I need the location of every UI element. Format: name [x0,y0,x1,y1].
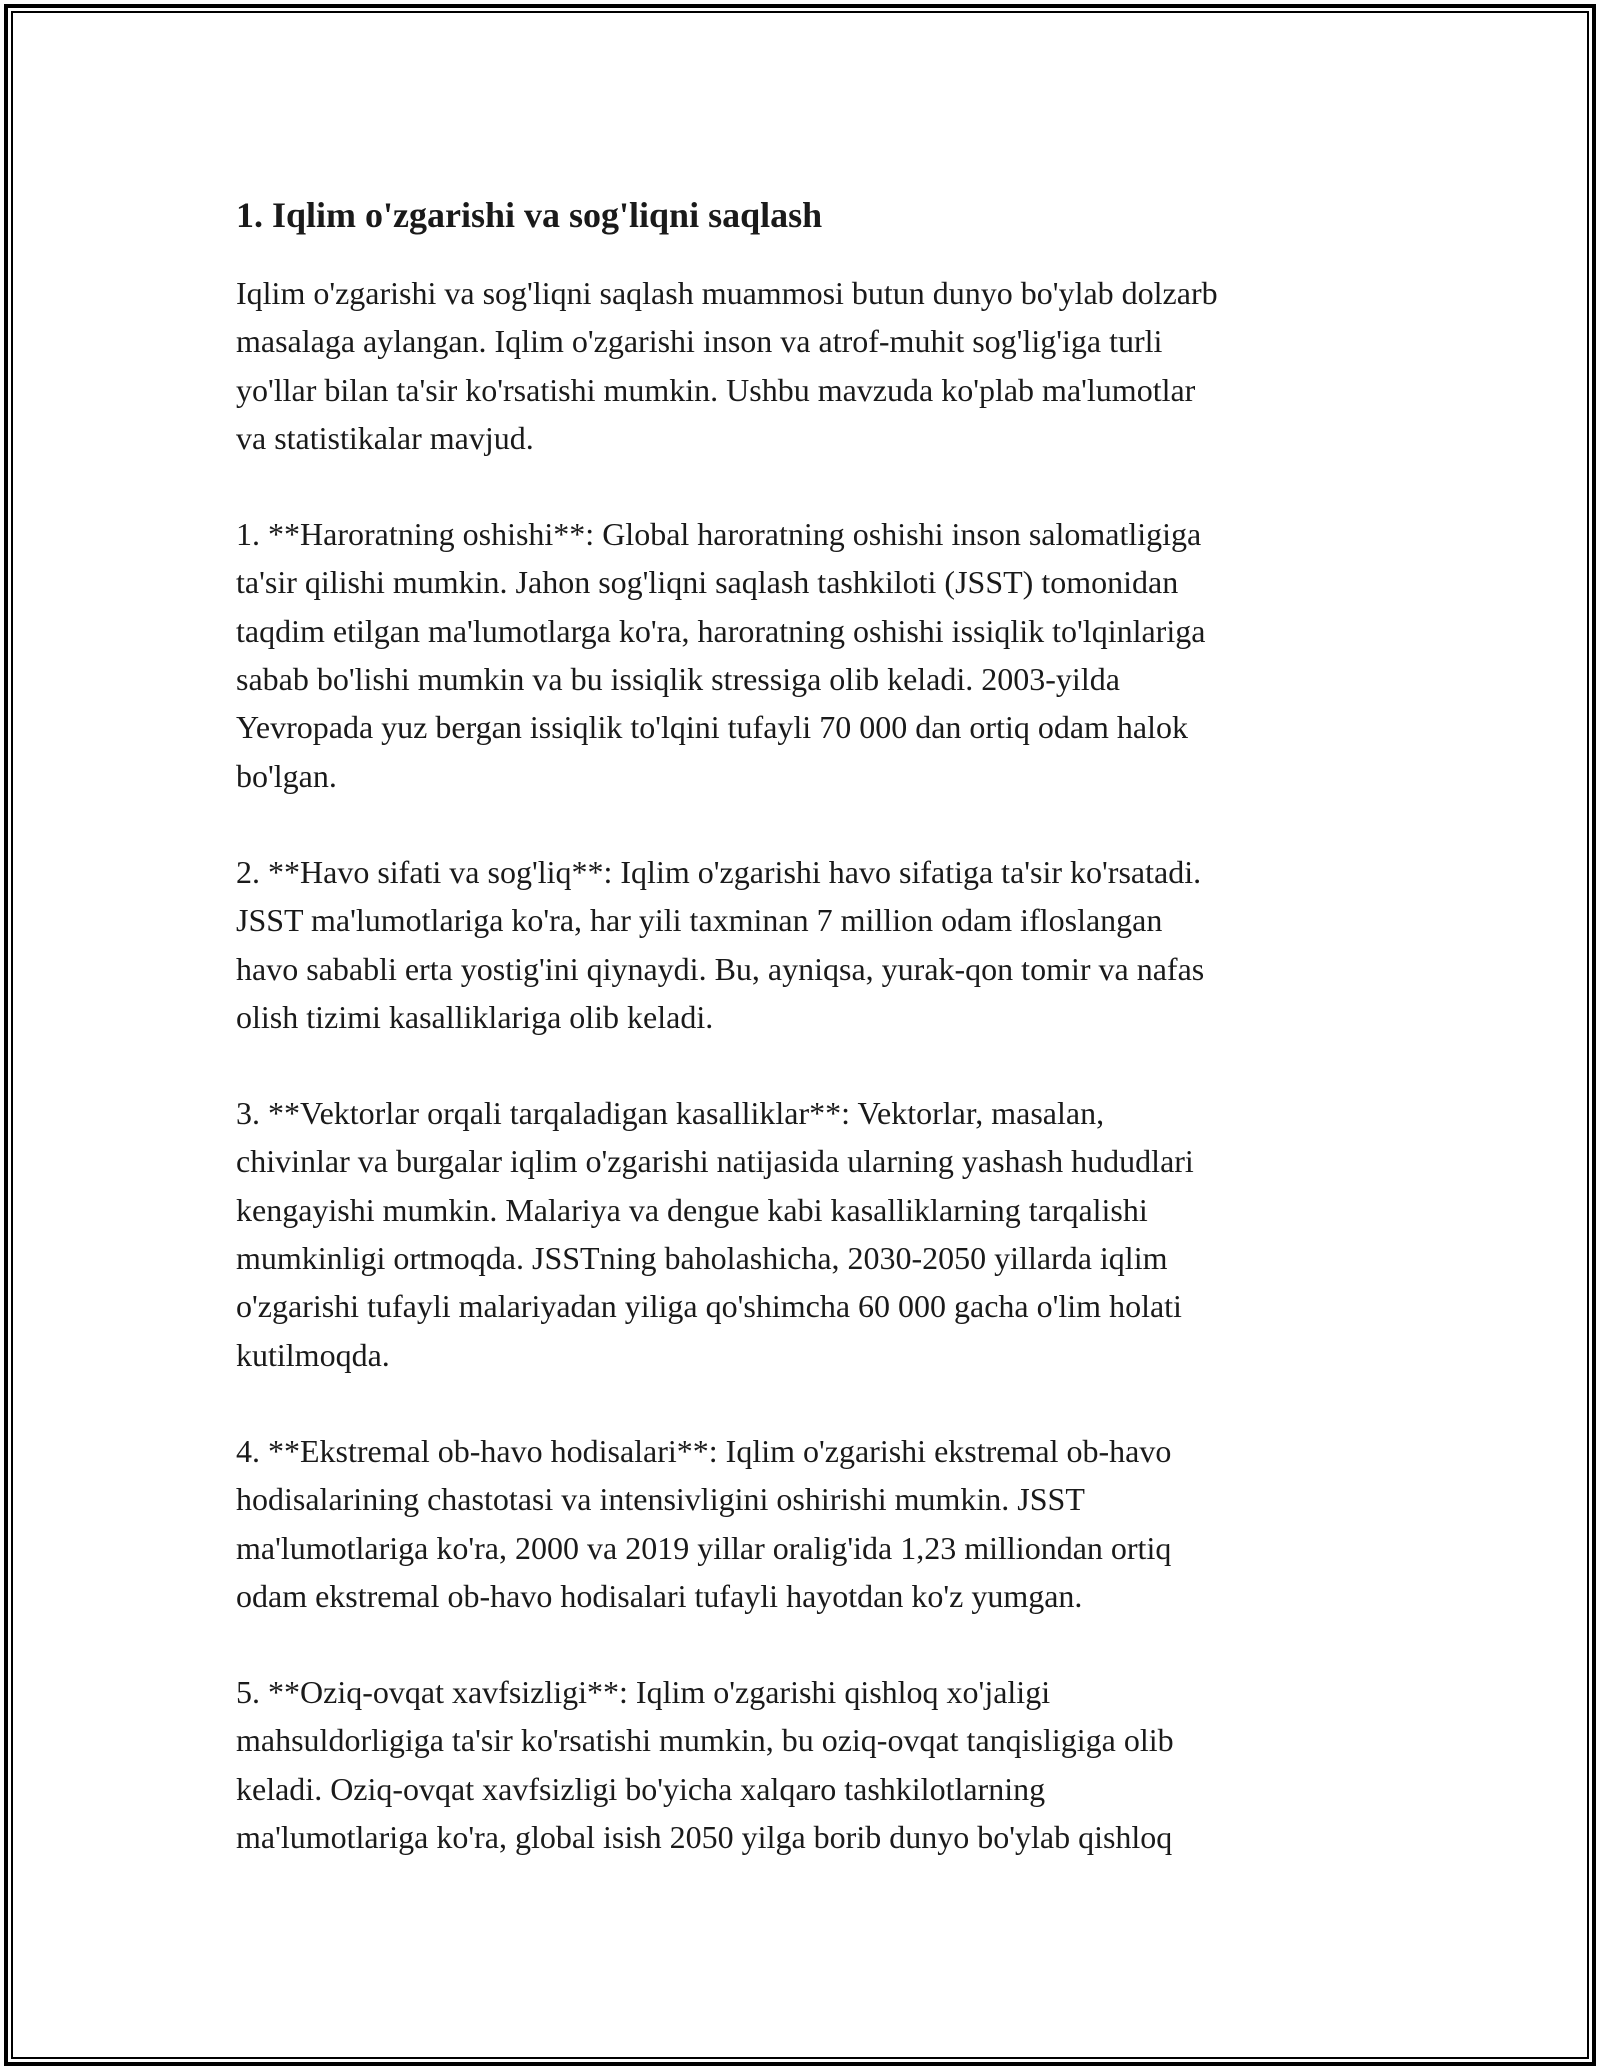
text-line: JSST ma'lumotlariga ko'ra, har yili taxminan 7 million odam ifloslangan [236,902,1163,939]
text-line: 2. **Havo sifati va sog'liq**: Iqlim o'zgarishi havo sifatiga ta'sir ko'rsatadi. [236,853,1202,890]
text-line: kutilmoqda. [236,1336,390,1373]
text-line: kengayishi mumkin. Malariya va dengue kabi kasalliklarning tarqalishi [236,1191,1148,1228]
text-line: mahsuldorligiga ta'sir ko'rsatishi mumkin, bu oziq-ovqat tanqisligiga olib [236,1722,1174,1759]
text-line: olish tizimi kasalliklariga olib keladi. [236,998,714,1035]
paragraph-item-4 [236,1427,1416,1620]
paragraph-intro [236,269,1416,462]
text-line: odam ekstremal ob-havo hodisalari tufayli hayotdan ko'z yumgan. [236,1577,1083,1614]
text-line: ta'sir qilishi mumkin. Jahon sog'liqni saqlash tashkiloti (JSST) tomonidan [236,564,1179,601]
text-line: 4. **Ekstremal ob-havo hodisalari**: Iqlim o'zgarishi ekstremal ob-havo [236,1432,1172,1469]
text-line: hodisalarining chastotasi va intensivligini oshirishi mumkin. JSST [236,1481,1085,1518]
text-line: havo sababli erta yostig'ini qiynaydi. Bu, ayniqsa, yurak-qon tomir va nafas [236,950,1205,987]
document-body [236,185,1416,1909]
text-line: sabab bo'lishi mumkin va bu issiqlik stressiga olib keladi. 2003-yilda [236,661,1120,698]
text-line: Yevropada yuz bergan issiqlik to'lqini tufayli 70 000 dan ortiq odam halok [236,709,1189,746]
paragraph-item-3 [236,1089,1416,1379]
document-title: 1. Iqlim o'zgarishi va sog'liqni saqlash [236,195,823,235]
paragraph-item-2 [236,848,1416,1041]
text-line: 5. **Oziq-ovqat xavfsizligi**: Iqlim o'zgarishi qishloq xo'jaligi [236,1674,1051,1711]
text-line: taqdim etilgan ma'lumotlarga ko'ra, haroratning oshishi issiqlik to'lqinlariga [236,612,1206,649]
text-line: ma'lumotlariga ko'ra, 2000 va 2019 yillar oralig'ida 1,23 milliondan ortiq [236,1529,1172,1566]
text-line: yo'llar bilan ta'sir ko'rsatishi mumkin. Ushbu mavzuda ko'plab ma'lumotlar [236,371,1196,408]
text-line: mumkinligi ortmoqda. JSSTning baholashicha, 2030-2050 yillarda iqlim [236,1240,1168,1277]
text-line: masalaga aylangan. Iqlim o'zgarishi inson va atrof-muhit sog'lig'iga turli [236,323,1163,360]
text-line: va statistikalar mavjud. [236,419,534,456]
paragraph-item-1 [236,510,1416,800]
text-line: 1. **Haroratning oshishi**: Global haroratning oshishi inson salomatligiga [236,516,1202,553]
text-line: chivinlar va burgalar iqlim o'zgarishi natijasida ularning yashash hududlari [236,1143,1194,1180]
text-line: 3. **Vektorlar orqali tarqaladigan kasalliklar**: Vektorlar, masalan, [236,1095,1105,1132]
text-line: o'zgarishi tufayli malariyadan yiliga qo'shimcha 60 000 gacha o'lim holati [236,1288,1182,1325]
text-line: bo'lgan. [236,757,337,794]
paragraph-item-5 [236,1668,1416,1861]
text-line: keladi. Oziq-ovqat xavfsizligi bo'yicha xalqaro tashkilotlarning [236,1770,1046,1807]
text-line: ma'lumotlariga ko'ra, global isish 2050 yilga borib dunyo bo'ylab qishloq [236,1819,1173,1856]
text-line: Iqlim o'zgarishi va sog'liqni saqlash muammosi butun dunyo bo'ylab dolzarb [236,275,1218,311]
